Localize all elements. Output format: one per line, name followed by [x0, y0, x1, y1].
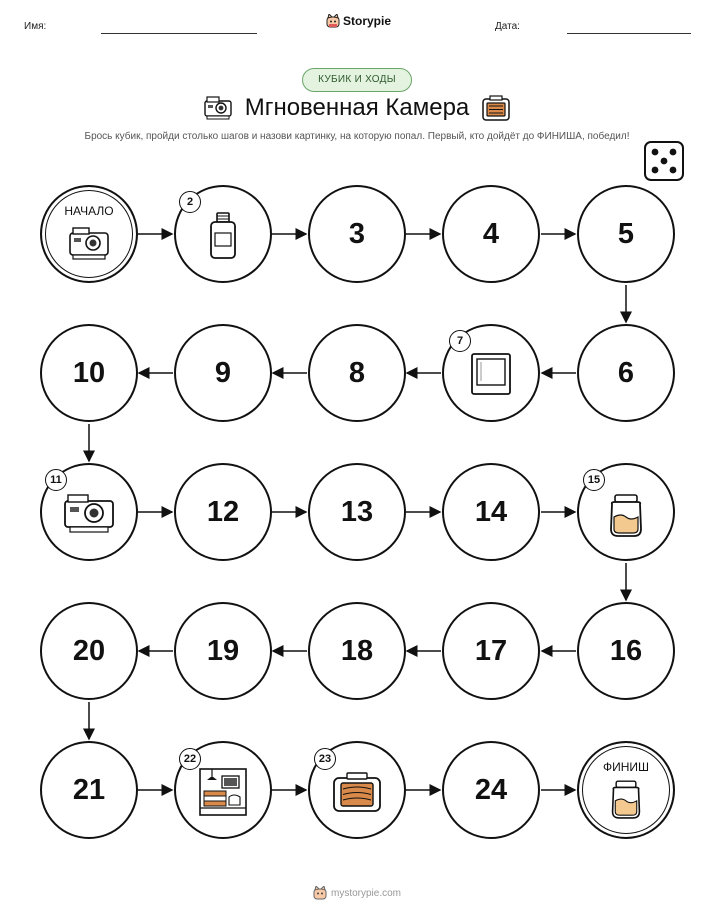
space-number: 24	[474, 773, 508, 806]
instructions: Брось кубик, пройди столько шагов и назови картинку, на которую попал. Первый, кто дойдёт до ФИНИША, победил!	[84, 131, 630, 142]
instant-camera-icon	[67, 225, 111, 261]
space-number: 16	[609, 634, 643, 667]
board-space-13[interactable]	[308, 463, 406, 561]
board-space-19[interactable]	[174, 602, 272, 700]
start-label: НАЧАЛО	[64, 204, 114, 218]
space-number: 20	[72, 634, 106, 667]
board-space-9[interactable]	[174, 324, 272, 422]
board-space-14[interactable]	[442, 463, 540, 561]
board-space-8[interactable]	[308, 324, 406, 422]
board-space-21[interactable]	[40, 741, 138, 839]
space-number: 5	[617, 217, 635, 250]
board-space-10[interactable]	[40, 324, 138, 422]
board-space-4[interactable]	[442, 185, 540, 283]
board-space-3[interactable]	[308, 185, 406, 283]
space-number-badge: 15	[583, 469, 605, 491]
footer	[0, 886, 714, 900]
date-label: Дата:	[495, 21, 520, 32]
space-number: 6	[617, 356, 635, 389]
board-space-20[interactable]	[40, 602, 138, 700]
film-camera-icon	[331, 770, 383, 814]
space-number: 10	[72, 356, 106, 389]
board-space-16[interactable]	[577, 602, 675, 700]
space-number-badge: 22	[179, 748, 201, 770]
space-number: 14	[474, 495, 508, 528]
name-label: Имя:	[24, 21, 47, 32]
space-number: 21	[72, 773, 106, 806]
space-number: 8	[348, 356, 366, 389]
bottle-icon	[208, 211, 238, 261]
brand-name: Storypie	[343, 14, 392, 28]
space-number-badge: 7	[449, 330, 471, 352]
page-title: Мгновенная Камера	[244, 94, 470, 121]
board-space-17[interactable]	[442, 602, 540, 700]
jar-icon	[607, 493, 645, 539]
finish-label: ФИНИШ	[602, 760, 650, 774]
finish-space[interactable]	[577, 741, 675, 839]
space-number-badge: 23	[314, 748, 336, 770]
space-number: 13	[340, 495, 374, 528]
cat-mascot-icon	[313, 886, 327, 900]
board-space-6[interactable]	[577, 324, 675, 422]
space-number-badge: 2	[179, 191, 201, 213]
jar-icon	[609, 779, 643, 821]
space-number: 4	[482, 217, 500, 250]
game-type-badge: КУБИК И ХОДЫ	[302, 68, 412, 92]
space-number-badge: 11	[45, 469, 67, 491]
board-space-24[interactable]	[442, 741, 540, 839]
space-number: 9	[214, 356, 232, 389]
space-number: 12	[206, 495, 240, 528]
space-number: 19	[206, 634, 240, 667]
space-number: 17	[474, 634, 508, 667]
board-space-18[interactable]	[308, 602, 406, 700]
start-space[interactable]	[40, 185, 138, 283]
instant-camera-icon	[62, 491, 116, 535]
board-space-5[interactable]	[577, 185, 675, 283]
darkroom-icon	[198, 767, 248, 817]
photo-frame-icon	[469, 351, 513, 397]
board-space-12[interactable]	[174, 463, 272, 561]
footer-url[interactable]: mystorypie.com	[330, 887, 401, 899]
space-number: 3	[348, 217, 366, 250]
space-number: 18	[340, 634, 374, 667]
